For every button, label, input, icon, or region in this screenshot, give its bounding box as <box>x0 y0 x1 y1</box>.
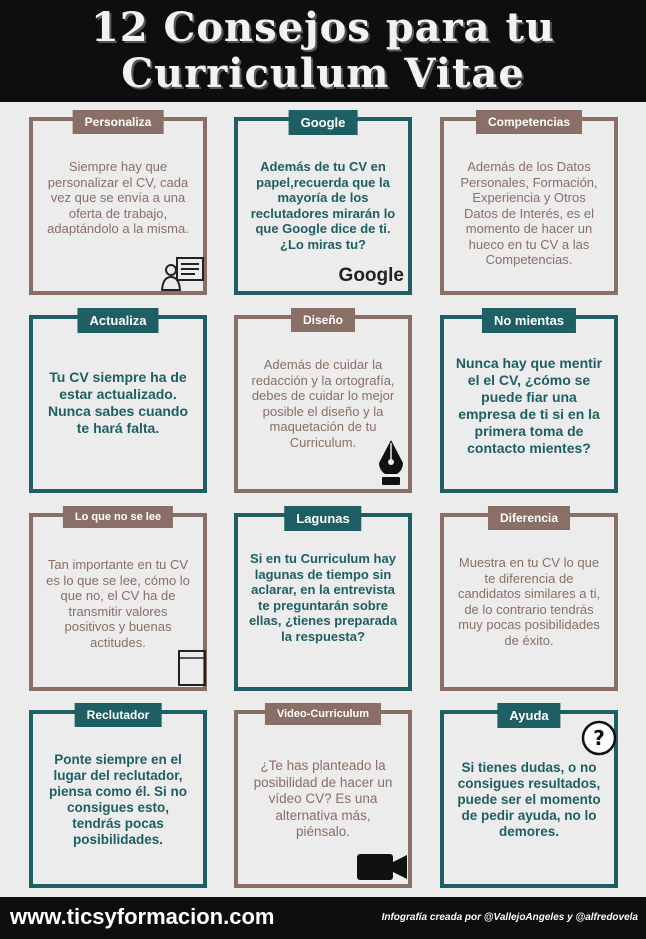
card-diseno <box>234 315 412 493</box>
card-personaliza <box>29 117 207 295</box>
question-mark-icon <box>581 720 617 756</box>
card-label: Lo que no se lee <box>63 506 173 528</box>
card-text: Si en tu Curriculum hay lagunas de tiempo sin aclarar, en la entrevista te preguntarán sobre ellas, ¿tienes preparada la respuesta? <box>248 551 398 644</box>
card-label: No mientas <box>482 308 576 333</box>
footer-bar <box>0 897 646 939</box>
card-label: Diferencia <box>488 506 570 530</box>
card-text: Muestra en tu CV lo que te diferencia de candidatos similares a ti, de lo contrario tendrás muy pocas posibilidades de éxito. <box>457 555 601 648</box>
title-line-2: Curriculum Vitae <box>121 50 525 97</box>
card-actualiza <box>29 315 207 493</box>
card-text: Tu CV siempre ha de estar actualizado. Nunca sabes cuando te hará falta. <box>47 369 189 436</box>
video-camera-icon <box>356 852 408 882</box>
card-label: Video-Curriculum <box>265 703 381 725</box>
card-text: Si tienes dudas, o no consigues resultados, puede ser el momento de pedir ayuda, no lo demores. <box>457 760 601 839</box>
footer-credit: Infografía creada por @VallejoAngeles y @alfredovela <box>381 912 638 923</box>
card-text: Tan importante en tu CV es lo que se lee, cómo lo que no, el CV ha de transmitir valores positivos y buenas actitudes. <box>46 557 190 650</box>
card-text: ¿Te has planteado la posibilidad de hacer un vídeo CV? Es una alternativa más, piénsalo. <box>253 758 393 839</box>
card-lo-que-no-se-lee <box>29 513 207 691</box>
book-icon <box>177 649 207 687</box>
card-text: Ponte siempre en el lugar del reclutador, piensa como él. Si no consigues esto, tendrás pocas posibilidades. <box>48 752 188 847</box>
pen-nib-icon <box>376 439 406 487</box>
svg-text:?: ? <box>593 726 605 750</box>
card-video-curriculum <box>234 710 412 888</box>
card-competencias <box>440 117 618 295</box>
footer-website-link[interactable]: www.ticsyformacion.com <box>10 904 275 929</box>
card-label: Competencias <box>476 110 582 134</box>
card-lagunas <box>234 513 412 691</box>
card-label: Google <box>289 110 358 135</box>
card-text: Nunca hay que mentir el el CV, ¿cómo se puede fiar una empresa de ti si en la primera toma de contacto mientes? <box>455 355 603 456</box>
card-label: Diseño <box>291 308 355 332</box>
header-banner <box>0 0 646 102</box>
card-no-mientas <box>440 315 618 493</box>
card-label: Actualiza <box>77 308 158 333</box>
card-label: Ayuda <box>497 703 560 728</box>
card-label: Lagunas <box>284 506 361 531</box>
card-text: Además de cuidar la redacción y la ortografía, debes de cuidar lo mejor posible el diseño y la maquetación de tu Curriculum. <box>251 357 395 450</box>
card-reclutador <box>29 710 207 888</box>
google-logo-icon: Google <box>338 265 404 286</box>
card-diferencia <box>440 513 618 691</box>
card-text: Además de los Datos Personales, Formación, Experiencia y Otros Datos de Interés, es el momento de hacer un hueco en tu CV a las Competencias. <box>460 159 598 267</box>
card-google <box>234 117 412 295</box>
card-ayuda <box>440 710 618 888</box>
card-label: Personaliza <box>73 110 164 134</box>
card-label: Reclutador <box>75 703 162 727</box>
card-text: Además de tu CV en papel,recuerda que la mayoría de los reclutadores mirarán lo que Google dice de ti. ¿Lo miras tu? <box>250 159 396 252</box>
title-line-1: 12 Consejos para tu <box>90 4 556 51</box>
presenter-board-icon <box>161 256 205 292</box>
card-text: Siempre hay que personalizar el CV, cada vez que se envía a una oferta de trabajo, adaptándolo a la misma. <box>47 159 189 236</box>
